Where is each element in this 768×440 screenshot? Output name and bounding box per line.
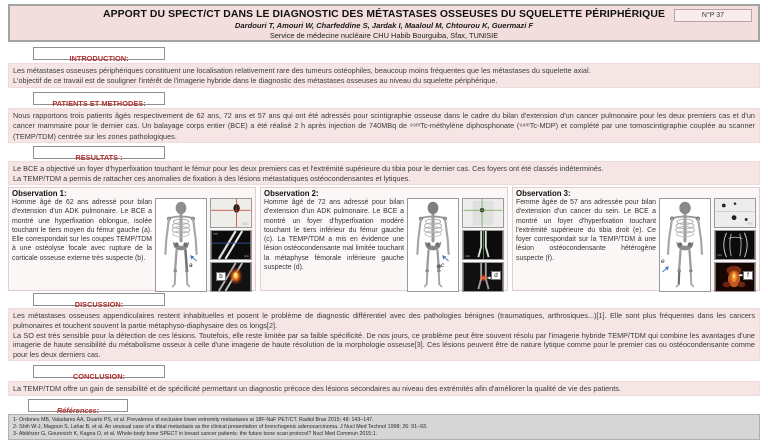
figure-letter-c: c bbox=[441, 262, 445, 270]
observation-3-text: Femme âgée de 57 ans adressée pour bilan d'extension d'un cancer du sein. Le BCE a montré un foyer d'hyperfixation touchant l'extrémité supérieure du tibia droit (e). Ce foyer correspondait sur la TEMP/TDM à une lésion ostéocondensante hétérogène suspecte (f). bbox=[516, 199, 656, 262]
observation-2-title: Observation 2: bbox=[264, 189, 319, 198]
methods-text: Nous rapportons trois patients âgés respectivement de 62 ans, 72 ans et 57 ans qui ont été adressés pour scintigraphie osseuse dans le cadre du bilan d'extension d'un cancer pulmonaire pour les deux premiers cas et d'un cancer mammaire pour le dernier cas. Un balayage corps entier (BCE) a été réalisé 2 h après injection de 740MBq de ⁹⁹ᵐTc-méthylène diphosphonate (⁹⁹ᵐTc-MDP) et complété par une tomoscintigraphie couplée au scanner (TEMP/TDM) centrée sur les zones pathologiques. bbox=[13, 111, 755, 141]
observations-row bbox=[8, 187, 760, 291]
introduction-body bbox=[8, 63, 760, 88]
observation-1-fused-spect-ct-image bbox=[210, 262, 252, 292]
observation-2-text: Homme âgé de 72 ans adressé pour bilan d'extension d'un ADK pulmonaire. Le BCE a montré un foyer d'hyperfixation modéré touchant le tiers inférieur du fémur gauche (c). La TEMP/TDM a mis en évidence une lésion ostéocondensante mal limitée touchant la métaphyse fémorale inférieure gauche suspecte (d). bbox=[264, 199, 404, 272]
observation-1-localizer-image bbox=[210, 198, 252, 228]
reference-item-3: 3- Abikhzer G, Gourevich K, Kagna O, et al. Whole-body bone SPECT in breast cancer patients: the future bone scan protocol? Nucl Med Commun 2015;1. bbox=[13, 430, 378, 437]
observation-1-ct-image bbox=[210, 230, 252, 260]
figure-letter-e: e bbox=[661, 257, 665, 265]
observation-3-planar-image bbox=[714, 198, 756, 228]
reference-item-2: 2- Shih W-J, Magoun S, Lahar B, et al. An unusual case of a tibial metastasis as the clinical presentation of bronchogenic adenocarcinoma. J Nucl Med Technol 1998; 26: 91–93. bbox=[13, 423, 428, 430]
observation-2-arrow-marker bbox=[441, 254, 450, 269]
observation-1-figures bbox=[155, 198, 252, 292]
reference-item-1: 1- Ordones MB, Valadares AA, Duarte PS, et al. Prevalence of exclusive lower extremity metastases at 18F-NaF PET/CT. Radiol Bras 2015; 48: 143–147. bbox=[13, 417, 374, 423]
observation-3-ct-image bbox=[714, 230, 756, 260]
conclusion-text: La TEMP/TDM offre un gain de sensibilité et de spécificité permettant un diagnostic précoce des lésions secondaires au niveau des extrémités afin d'améliorer la qualité de vie des patients. bbox=[13, 384, 621, 393]
poster-affiliation: Service de médecine nucléaire CHU Habib Bourguiba, Sfax, TUNISIE bbox=[269, 31, 499, 40]
skeleton-scan-graphic bbox=[408, 199, 458, 291]
methods-body bbox=[8, 108, 760, 143]
observation-2-fused-spect-ct-image bbox=[462, 262, 504, 292]
blue-arrow-icon bbox=[189, 254, 198, 262]
observation-2-ct-image bbox=[462, 230, 504, 260]
introduction-line-2: L'objectif de ce travail est de souligner l'intérêt de l'imagerie hybride dans le diagnostic des métastases osseuses au niveau du squelette périphérique. bbox=[13, 76, 498, 86]
discussion-paragraph-2: La SO est très sensible pour la détection de ces lésions. Toutefois, elle reste limitée par sa faible spécificité. De nos jours, ce problème peut être souvent résolu par l'imagerie hybride TEMP/TDM qui combine les avantages d'une imagerie de haute sensibilité du métabolisme osseux à celle d'une imagerie de haute résolution de la morphologie osseuse[3]. Ces lésions peuvent être de nature lytique comme pour le premier cas ou ostéocondensante comme pour les deux derniers cas. bbox=[13, 330, 755, 360]
observation-1-slice-stack bbox=[210, 198, 252, 292]
blue-arrow-icon bbox=[661, 265, 670, 273]
observation-1-panel bbox=[8, 187, 256, 291]
observation-3-slice-stack bbox=[714, 198, 756, 292]
results-line-2: La TEMP/TDM a permis de rattacher ces anomalies de fixation à des lésions métastatiques ostéocondensantes et lytiques. bbox=[13, 174, 411, 184]
section-label-introduction-text: INTRODUCTION: bbox=[69, 54, 129, 63]
observation-1-text: Homme âgé de 62 ans adressé pour bilan d'extension d'un ADK pulmonaire. Le BCE a montré une hyperfixation oblongue, isolée touchant le tiers moyen du fémur gauche (a). Elle correspondait sur les coupes TEMP/TDM à une ostéolyse focale avec rupture de la corticale osseuse externe très suspecte (b). bbox=[12, 199, 152, 262]
section-label-introduction bbox=[33, 47, 165, 63]
results-body bbox=[8, 161, 760, 185]
observation-2-figures bbox=[407, 198, 504, 292]
skeleton-scan-graphic bbox=[156, 199, 206, 291]
observation-3-bone-scan-image bbox=[659, 198, 711, 292]
observation-3-panel bbox=[512, 187, 760, 291]
blue-arrow-icon bbox=[441, 254, 450, 262]
section-label-discussion-text: DISCUSSION: bbox=[74, 300, 124, 309]
skeleton-scan-graphic bbox=[660, 199, 710, 291]
section-label-conclusion bbox=[33, 365, 165, 381]
observation-3-figures bbox=[659, 198, 756, 292]
discussion-body bbox=[8, 308, 760, 361]
observation-2-panel bbox=[260, 187, 508, 291]
figure-letter-d: d bbox=[491, 271, 501, 280]
section-label-results bbox=[33, 146, 165, 162]
observation-3-title: Observation 3: bbox=[516, 189, 571, 198]
introduction-line-1: Les métastases osseuses périphériques constituent une localisation relativement rare des tumeurs ostéophiles, beaucoup moins fréquentes que les métastases du squelette axial. bbox=[13, 66, 591, 75]
poster-header bbox=[8, 4, 760, 42]
observation-1-arrow-marker bbox=[189, 254, 198, 269]
poster-number-badge: N°P 37 bbox=[674, 9, 752, 22]
section-label-conclusion-text: CONCLUSION: bbox=[72, 372, 126, 381]
section-label-methods bbox=[33, 92, 165, 108]
references-body bbox=[8, 414, 760, 440]
figure-letter-b: b bbox=[216, 272, 226, 281]
poster-title: APPORT DU SPECT/CT DANS LE DIAGNOSTIC DES MÉTASTASES OSSEUSES DU SQUELETTE PÉRIPHÉRIQUE bbox=[103, 9, 665, 20]
observation-3-arrow-marker bbox=[661, 258, 670, 273]
section-label-methods-text: PATIENTS ET METHODES: bbox=[52, 99, 146, 108]
observation-3-fused-spect-ct-image bbox=[714, 262, 756, 292]
conclusion-body bbox=[8, 381, 760, 396]
figure-letter-a: a bbox=[189, 262, 193, 270]
observation-2-localizer-image bbox=[462, 198, 504, 228]
results-line-1: Le BCE a objectivé un foyer d'hyperfixation touchant le fémur pour les deux premiers cas et l'extrémité supérieure du tibia pour le dernier cas. Ces foyers ont été classés indéterminés. bbox=[13, 164, 604, 173]
section-label-discussion bbox=[33, 293, 165, 309]
section-label-references bbox=[28, 399, 128, 415]
observation-1-title: Observation 1: bbox=[12, 189, 67, 198]
observation-2-bone-scan-image bbox=[407, 198, 459, 292]
observation-1-bone-scan-image bbox=[155, 198, 207, 292]
poster-authors: Dardouri T, Amouri W, Charfeddine S, Jardak I, Maaloul M, Chtourou K, Guermazi F bbox=[234, 21, 534, 30]
discussion-paragraph-1: Les métastases osseuses appendiculaires restent inhabituelles et posent le problème de diagnostic différentiel avec des pathologies bénignes (traumatiques, arthrosiques...)[1]. Elle sont plus fréquentes dans les cancers pulmonaires et touchent souvent la partie métaphyso-diaphysaire des os longs[2]. bbox=[13, 311, 755, 330]
figure-letter-f: f bbox=[743, 271, 753, 280]
observation-2-slice-stack bbox=[462, 198, 504, 292]
section-label-references-text: Références: bbox=[56, 406, 100, 415]
section-label-results-text: RESULTATS : bbox=[75, 153, 123, 162]
